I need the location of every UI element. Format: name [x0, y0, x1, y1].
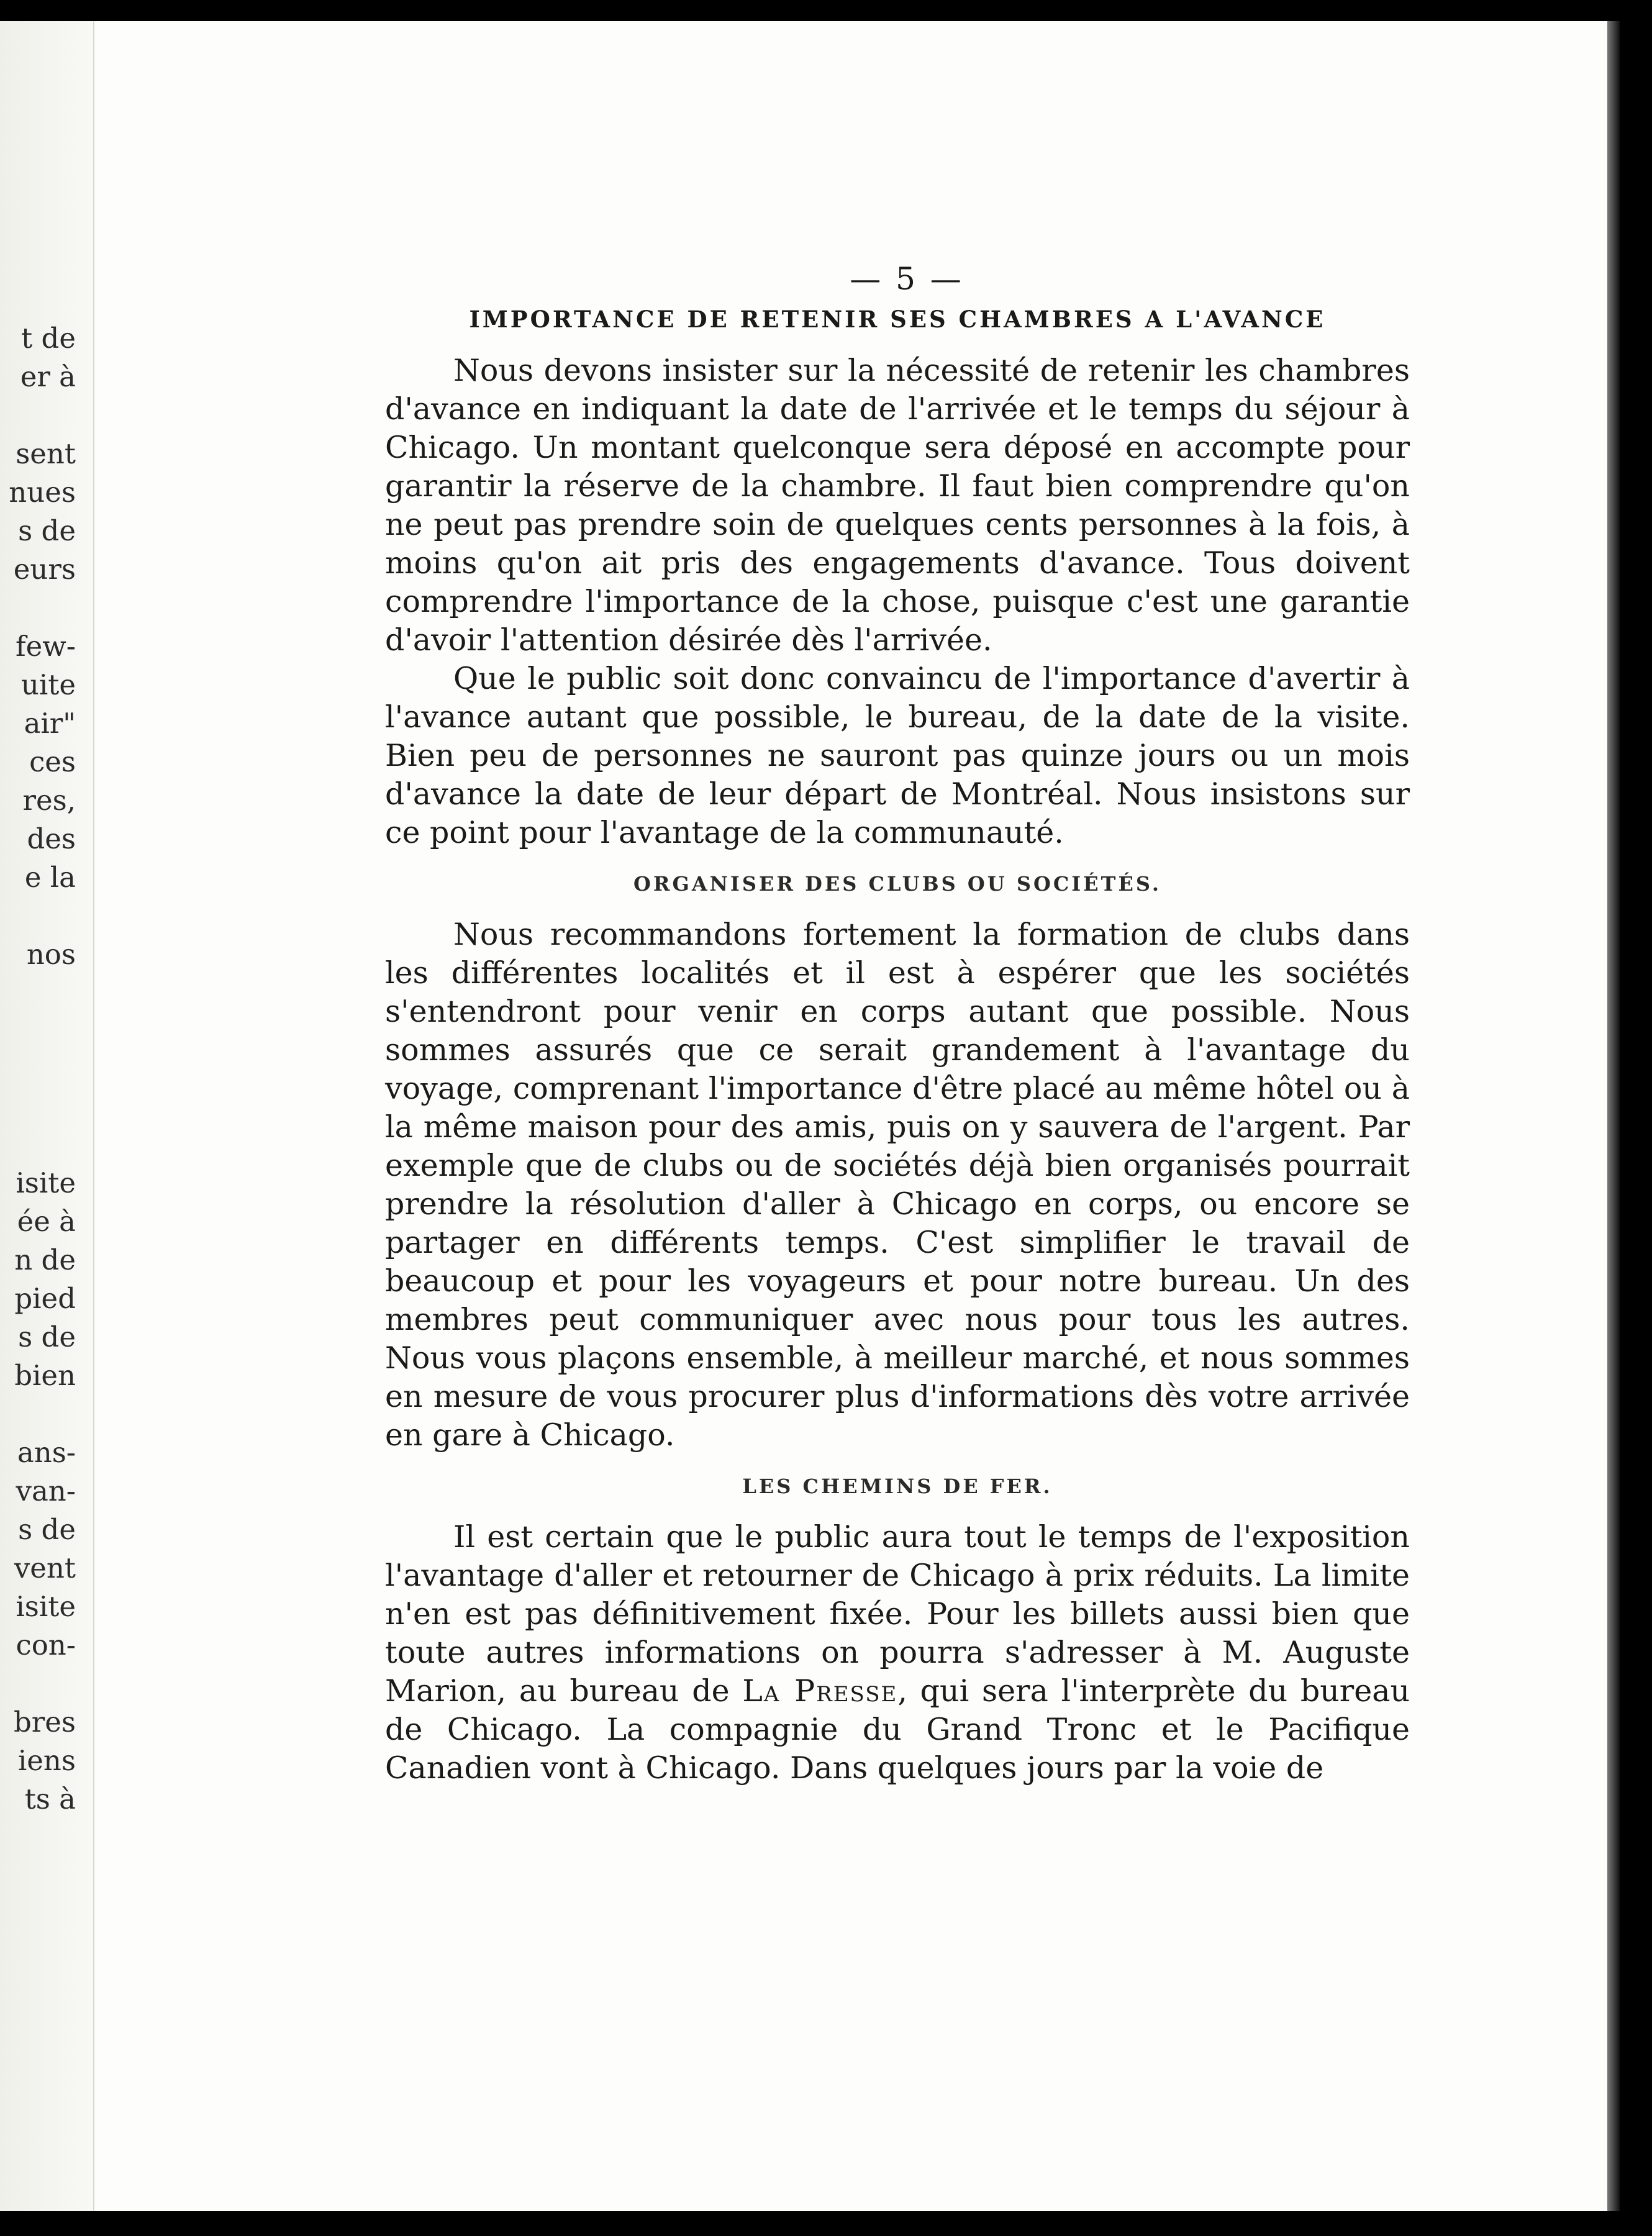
adjacent-page-line: isite	[16, 1590, 76, 1623]
adjacent-page-line	[0, 897, 93, 935]
paragraph-railways	[385, 1518, 1410, 1788]
adjacent-page-line	[0, 589, 93, 627]
adjacent-page-line: iens	[17, 1744, 76, 1777]
adjacent-page-line: air"	[24, 707, 76, 740]
section-heading-clubs: ORGANISER DES CLUBS OU SOCIÉTÉS.	[633, 872, 1161, 896]
paragraph-reservation-1: Nous devons insister sur la nécessité de retenir les chambres d'avance en indiquant la date de l'arrivée et le temps du séjour à Chicago. Un montant quelconque sera déposé en accompte pour garantir la réserve de la chambre. Il faut bien comprendre qu'on ne peut pas prendre soin de quelques cents personnes à la fois, à moins qu'on ait pris des engagements d'avance. Tous doivent comprendre l'importance de la chose, puisque c'est une garantie d'avoir l'attention désirée dès l'arrivée.	[385, 353, 1410, 658]
adjacent-page-line: pied	[14, 1282, 76, 1315]
paragraph-reservation-2: Que le public soit donc convaincu de l'importance d'avertir à l'avance autant que possible, le bureau, de la date de la visite. Bien peu de personnes ne sauront pas quinze jours ou un mois d'avance la date de leur départ de Montréal. Nous insistons sur ce point pour l'avantage de la communauté.	[385, 661, 1410, 850]
adjacent-page-line: sent	[16, 437, 76, 470]
adjacent-page-line: t de	[21, 322, 76, 355]
section-heading-railways: LES CHEMINS DE FER.	[742, 1475, 1053, 1498]
adjacent-page-line: e la	[24, 861, 76, 894]
section-heading-reservation: IMPORTANCE DE RETENIR SES CHAMBRES A L'AVANCE	[469, 306, 1326, 333]
adjacent-page-line	[0, 1395, 93, 1434]
adjacent-page-line: des	[27, 822, 76, 855]
adjacent-page-line: few-	[15, 630, 76, 663]
newspaper-name: La Presse	[742, 1673, 898, 1709]
adjacent-page-line: con-	[16, 1629, 76, 1661]
adjacent-page-line: ans-	[17, 1436, 76, 1469]
adjacent-page-line: uite	[20, 668, 76, 701]
text-column	[385, 257, 1410, 1788]
adjacent-page-line: er à	[20, 360, 76, 393]
adjacent-page-line: eurs	[13, 553, 76, 586]
adjacent-page-line: s de	[18, 1513, 76, 1546]
adjacent-page-line: res,	[22, 784, 76, 817]
adjacent-page-line: nos	[26, 938, 76, 971]
adjacent-page-line: n de	[14, 1243, 76, 1276]
adjacent-page-text-lower	[0, 1164, 93, 1819]
adjacent-page-line: van-	[16, 1475, 76, 1507]
adjacent-page-line: vent	[14, 1552, 76, 1584]
adjacent-page-line: isite	[16, 1166, 76, 1199]
adjacent-page-text-upper	[0, 319, 93, 974]
adjacent-page-line: s de	[18, 514, 76, 547]
adjacent-page-line: ces	[29, 745, 76, 778]
adjacent-page-line: bien	[14, 1359, 76, 1392]
page-number: — 5 —	[850, 261, 964, 297]
adjacent-page-line	[0, 396, 93, 435]
adjacent-page-line: nues	[9, 476, 76, 509]
page-edge-shadow	[1607, 21, 1620, 2211]
document-page	[0, 21, 1607, 2211]
paragraph-clubs: Nous recommandons fortement la formation de clubs dans les différentes localités et il est à espérer que les sociétés s'entendront pour venir en corps autant que possible. Nous sommes assurés que ce serait grandement à l'avantage du voyage, comprenant l'importance d'être placé au même hôtel ou à la même maison pour des amis, puis on y sauvera de l'argent. Par exemple que de clubs ou de sociétés déjà bien organisés pourrait prendre la résolution d'aller à Chicago en corps, ou encore se partager en différents temps. C'est simplifier le travail de beaucoup et pour les voyageurs et pour notre bureau. Un des membres peut communiquer avec nous pour tous les autres. Nous vous plaçons ensemble, à meilleur marché, et nous sommes en mesure de vous procurer plus d'informations dès votre arrivée en gare à Chicago.	[385, 917, 1410, 1453]
adjacent-page-line: s de	[18, 1320, 76, 1353]
adjacent-page-line	[0, 1665, 93, 1703]
adjacent-page-line: ts à	[24, 1783, 76, 1816]
railways-text-before: Il est certain que le public aura tout le temps de l'exposition l'avantage d'aller et retourner de Chicago à prix réduits. La limite n'en est pas définitivement fixée. Pour les billets aussi bien que toute autres informations on pourra s'adresser à M. Auguste Marion, au bureau de	[385, 1519, 1410, 1709]
adjacent-page-line: ée à	[17, 1205, 76, 1238]
railways-text-after: , qui sera l'interprète du bureau de Chicago. La compagnie du Grand Tronc et le Pacifique Canadien vont à Chicago. Dans quelques jours par la voie de	[385, 1673, 1410, 1786]
adjacent-page-strip	[0, 21, 94, 2211]
adjacent-page-line: bres	[13, 1706, 76, 1738]
